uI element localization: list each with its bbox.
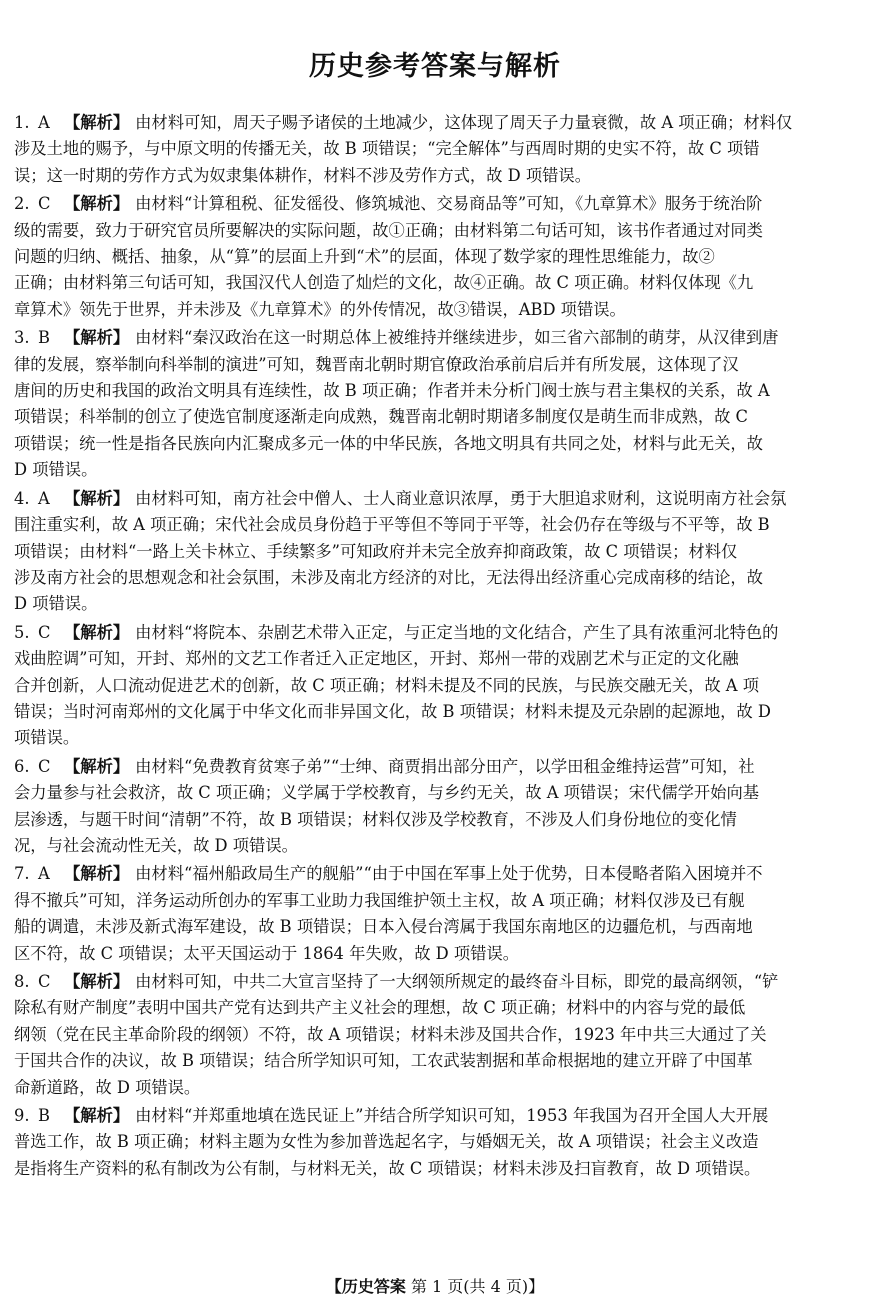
answer-line bbox=[14, 1156, 864, 1182]
analysis-text: 于国共合作的决议，故 B 项错误；结合所学知识可知，工农武装割据和革命根据地的建立开辟了中国革 bbox=[14, 1051, 753, 1071]
analysis-text: 涉及南方社会的思想观念和社会氛围，未涉及南北方经济的对比，无法得出经济重心完成南移的结论，故 bbox=[14, 567, 763, 587]
answer-line bbox=[14, 807, 864, 833]
answer-line bbox=[14, 297, 864, 323]
answer-line bbox=[14, 888, 864, 914]
analysis-text: 得不撤兵”可知，洋务运动所创办的军事工业助力我国维护领土主权，故 A 项正确；材料仅涉及已有舰 bbox=[14, 890, 745, 910]
answer-item bbox=[14, 1103, 864, 1182]
answer-line bbox=[14, 136, 864, 162]
analysis-text: 由材料可知，南方社会中僧人、士人商业意识浓厚，勇于大胆追求财利，这说明南方社会氛 bbox=[135, 488, 787, 508]
answer-line bbox=[14, 1022, 864, 1048]
question-number: 3. bbox=[14, 328, 30, 348]
analysis-text: 由材料“福州船政局生产的舰船”“由于中国在军事上处于优势，日本侵略者陷入困境并不 bbox=[135, 864, 763, 884]
analysis-text: D 项错误。 bbox=[14, 460, 98, 480]
analysis-text: 由材料“将院本、杂剧艺术带入正定，与正定当地的文化结合，产生了具有浓重河北特色的 bbox=[135, 622, 779, 642]
answer-line bbox=[14, 646, 864, 672]
answer-line bbox=[14, 539, 864, 565]
answer-line bbox=[14, 969, 864, 995]
analysis-text: 误；这一时期的劳作方式为奴隶集体耕作，材料不涉及劳作方式，故 D 项错误。 bbox=[14, 165, 591, 185]
answer-letter: B bbox=[38, 1106, 50, 1126]
analysis-text: D 项错误。 bbox=[14, 594, 98, 614]
answer-line bbox=[14, 754, 864, 780]
answer-line bbox=[14, 565, 864, 591]
answer-line bbox=[14, 1075, 864, 1101]
question-number: 6. bbox=[14, 756, 30, 776]
analysis-text: 合并创新，人口流动促进艺术的创新，故 C 项正确；材料未提及不同的民族，与民族交融无关，故 A 项 bbox=[14, 675, 760, 695]
answer-line bbox=[14, 325, 864, 351]
analysis-text: 涉及土地的赐予，与中原文明的传播无关，故 B 项错误；“完全解体”与西周时期的史实不符，故 C 项错 bbox=[14, 139, 760, 159]
analysis-text: 项错误；统一性是指各民族向内汇聚成多元一体的中华民族，各地文明具有共同之处，材料与此无关，故 bbox=[14, 433, 763, 453]
answer-line bbox=[14, 914, 864, 940]
analysis-text: 况，与社会流动性无关，故 D 项错误。 bbox=[14, 835, 298, 855]
question-number: 7. bbox=[14, 864, 30, 884]
analysis-text: 项错误；科举制的创立了使选官制度逐渐走向成熟，魏晋南北朝时期诸多制度仅是萌生而非成熟，故 C bbox=[14, 407, 749, 427]
analysis-text: 项错误。 bbox=[14, 728, 80, 748]
answer-line bbox=[14, 861, 864, 887]
analysis-text: 由材料“并郑重地填在选民证上”并结合所学知识可知，1953 年我国为召开全国人大开展 bbox=[135, 1106, 769, 1126]
answer-letter: C bbox=[38, 194, 51, 214]
analysis-text: 普选工作，故 B 项正确；材料主题为女性为参加普选起名字，与婚姻无关，故 A 项错误；社会主义改造 bbox=[14, 1132, 759, 1152]
answer-line bbox=[14, 457, 864, 483]
answer-line bbox=[14, 404, 864, 430]
answer-line bbox=[14, 699, 864, 725]
answer-item bbox=[14, 620, 864, 752]
analysis-tag: 【解析】 bbox=[64, 1106, 130, 1126]
answer-line bbox=[14, 833, 864, 859]
analysis-tag: 【解析】 bbox=[64, 194, 130, 214]
question-number: 2. bbox=[14, 194, 30, 214]
answer-line bbox=[14, 1129, 864, 1155]
analysis-text: 纲领（党在民主革命阶段的纲领）不符，故 A 项错误；材料未涉及国共合作，1923 年中共三大通过了关 bbox=[14, 1024, 767, 1044]
answer-line bbox=[14, 995, 864, 1021]
analysis-text: 由材料可知，中共二大宣言坚持了一大纲领所规定的最终奋斗目标，即党的最高纲领，“铲 bbox=[135, 972, 779, 991]
answer-list bbox=[14, 110, 864, 1184]
answer-line bbox=[14, 218, 864, 244]
analysis-text: 会力量参与社会救济，故 C 项正确；义学属于学校教育，与乡约无关，故 A 项错误；宋代儒学开始向基 bbox=[14, 783, 760, 803]
analysis-tag: 【解析】 bbox=[64, 864, 130, 884]
answer-line bbox=[14, 673, 864, 699]
analysis-text: 正确；由材料第三句话可知，我国汉代人创造了灿烂的文化，故④正确。故 C 项正确。材料仅体现《九 bbox=[14, 273, 754, 293]
analysis-tag: 【解析】 bbox=[64, 622, 130, 642]
analysis-text: 戏曲腔调”可知，开封、郑州的文艺工作者迁入正定地区，开封、郑州一带的戏剧艺术与正定的文化融 bbox=[14, 649, 739, 669]
answer-line bbox=[14, 486, 864, 512]
page-title: 历史参考答案与解析 bbox=[309, 51, 561, 82]
analysis-text: 由材料“计算租税、征发徭役、修筑城池、交易商品等”可知，《九章算术》服务于统治阶 bbox=[135, 194, 763, 214]
analysis-text: 区不符，故 C 项错误；太平天国运动于 1864 年失败，故 D 项错误。 bbox=[14, 943, 520, 963]
question-number: 9. bbox=[14, 1106, 30, 1126]
analysis-text: 由材料可知，周天子赐予诸侯的土地减少，这体现了周天子力量衰微，故 A 项正确；材料仅 bbox=[135, 113, 793, 132]
answer-line bbox=[14, 270, 864, 296]
footer-page-number: 第 1 页(共 4 页)】 bbox=[410, 1277, 545, 1296]
analysis-text: 级的需要，致力于研究官员所要解决的实际问题，故①正确；由材料第二句话可知，该书作者通过对同类 bbox=[14, 220, 763, 240]
answer-line bbox=[14, 378, 864, 404]
answer-item bbox=[14, 325, 864, 483]
answer-line bbox=[14, 725, 864, 751]
answer-line bbox=[14, 163, 864, 189]
answer-line bbox=[14, 191, 864, 217]
answer-letter: C bbox=[38, 756, 51, 776]
answer-line bbox=[14, 1048, 864, 1074]
answer-item bbox=[14, 754, 864, 860]
answer-item bbox=[14, 969, 864, 1101]
footer-label: 【历史答案 bbox=[325, 1277, 406, 1296]
answer-line bbox=[14, 941, 864, 967]
answer-line bbox=[14, 512, 864, 538]
analysis-text: 由材料“免费教育贫寒子弟”“士绅、商贾捐出部分田产，以学田租金维持运营”可知，社 bbox=[135, 756, 755, 776]
answer-line bbox=[14, 244, 864, 270]
analysis-tag: 【解析】 bbox=[64, 972, 130, 991]
answer-item bbox=[14, 110, 864, 189]
analysis-text: 错误；当时河南郑州的文化属于中华文化而非异国文化，故 B 项错误；材料未提及元杂剧的起源地，故 D bbox=[14, 701, 771, 721]
analysis-text: 命新道路，故 D 项错误。 bbox=[14, 1077, 201, 1097]
analysis-text: 章算术》领先于世界，并未涉及《九章算术》的外传情况，故③错误，ABD 项错误。 bbox=[14, 299, 626, 319]
answer-letter: C bbox=[38, 972, 51, 991]
analysis-text: 项错误；由材料“一路上关卡林立、手续繁多”可知政府并未完全放弃抑商政策，故 C 项错误；材料仅 bbox=[14, 541, 738, 561]
analysis-text: 是指将生产资料的私有制改为公有制，与材料无关，故 C 项错误；材料未涉及扫盲教育，故 D 项错误。 bbox=[14, 1158, 761, 1178]
answer-line bbox=[14, 620, 864, 646]
answer-item bbox=[14, 486, 864, 618]
answer-line bbox=[14, 591, 864, 617]
page-footer bbox=[0, 1274, 870, 1297]
analysis-text: 由材料“秦汉政治在这一时期总体上被维持并继续进步，如三省六部制的萌芽，从汉律到唐 bbox=[135, 328, 779, 348]
answer-letter: C bbox=[38, 622, 51, 642]
question-number: 8. bbox=[14, 972, 30, 991]
analysis-tag: 【解析】 bbox=[64, 488, 130, 508]
question-number: 5. bbox=[14, 622, 30, 642]
question-number: 1. bbox=[14, 113, 30, 132]
analysis-tag: 【解析】 bbox=[64, 756, 130, 776]
analysis-text: 层渗透，与题干时间“清朝”不符，故 B 项错误；材料仅涉及学校教育，不涉及人们身份地位的变化情 bbox=[14, 809, 737, 829]
answer-line bbox=[14, 431, 864, 457]
answer-item bbox=[14, 861, 864, 967]
analysis-tag: 【解析】 bbox=[64, 113, 130, 132]
analysis-text: 问题的归纳、概括、抽象，从“算”的层面上升到“术”的层面，体现了数学家的理性思维能力，故② bbox=[14, 247, 715, 267]
answer-line bbox=[14, 110, 864, 136]
analysis-text: 律的发展，察举制向科举制的演进”可知，魏晋南北朝时期官僚政治承前启后并有所发展，这体现了汉 bbox=[14, 354, 739, 374]
answer-item bbox=[14, 191, 864, 323]
analysis-text: 船的调遣，未涉及新式海军建设，故 B 项错误；日本入侵台湾属于我国东南地区的边疆危机，与西南地 bbox=[14, 917, 753, 937]
answer-line bbox=[14, 1103, 864, 1129]
analysis-text: 除私有财产制度”表明中国共产党有达到共产主义社会的理想，故 C 项正确；材料中的内容与党的最低 bbox=[14, 998, 746, 1018]
answer-line bbox=[14, 780, 864, 806]
question-number: 4. bbox=[14, 488, 30, 508]
analysis-text: 围注重实利，故 A 项正确；宋代社会成员身份趋于平等但不等同于平等，社会仍存在等级与不平等，故 B bbox=[14, 515, 770, 535]
answer-letter: B bbox=[38, 328, 50, 348]
analysis-tag: 【解析】 bbox=[64, 328, 130, 348]
answer-letter: A bbox=[38, 864, 50, 884]
analysis-text: 唐间的历史和我国的政治文明具有连续性，故 B 项正确；作者并未分析门阀士族与君主集权的关系，故 A bbox=[14, 381, 770, 401]
answer-line bbox=[14, 352, 864, 378]
answer-letter: A bbox=[38, 113, 50, 132]
answer-letter: A bbox=[38, 488, 50, 508]
